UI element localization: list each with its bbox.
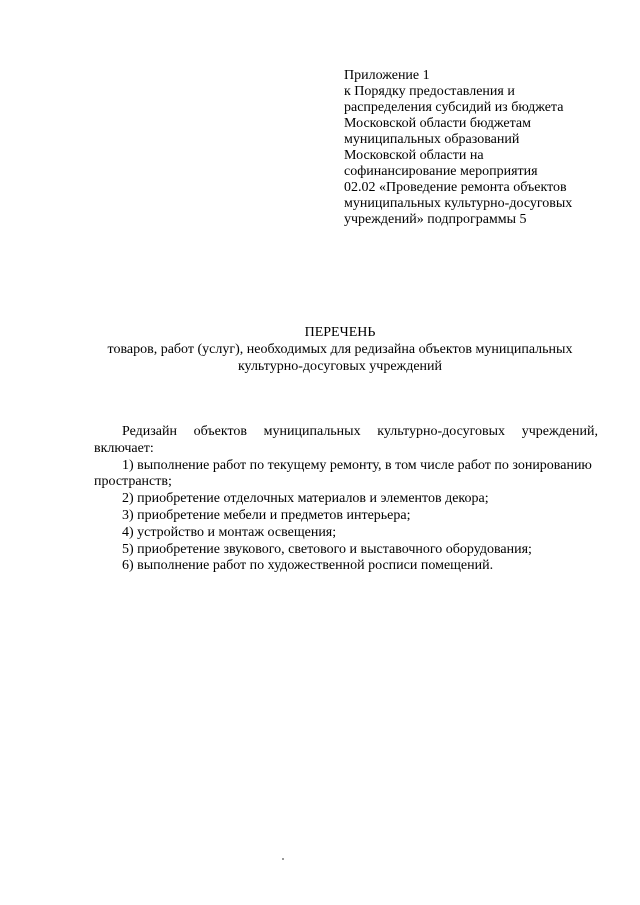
list-item-continuation: пространств; (94, 474, 172, 490)
appendix-block (344, 68, 614, 228)
list-item: 5) приобретение звукового, светового и выставочного оборудования; (122, 541, 532, 557)
list-item: 2) приобретение отделочных материалов и элементов декора; (122, 491, 489, 507)
intro-word: объектов (193, 424, 248, 439)
intro-word: культурно-досуговых (377, 424, 506, 439)
document-subtitle-line: культурно-досуговых учреждений (237, 359, 443, 374)
list-item: 4) устройство и монтаж освещения; (122, 524, 337, 540)
intro-word: Редизайн (122, 424, 177, 439)
appendix-line: софинансирование мероприятия (344, 164, 538, 179)
intro-paragraph (94, 424, 598, 441)
list-item: 3) приобретение мебели и предметов интерьера; (122, 507, 411, 523)
intro-word: учреждений, (521, 424, 598, 439)
document-title-block (60, 324, 620, 375)
document-subtitle-line: товаров, работ (услуг), необходимых для редизайна объектов муниципальных (107, 342, 573, 357)
appendix-line: 02.02 «Проведение ремонта объектов (344, 180, 567, 195)
list-item: 1) выполнение работ по текущему ремонту, в том числе работ по зонированию (122, 457, 592, 473)
appendix-line: Московской области бюджетам (344, 116, 531, 131)
intro-paragraph-end: включает: (94, 440, 154, 456)
document-heading: ПЕРЕЧЕНЬ (304, 325, 376, 340)
document-body (94, 424, 598, 575)
appendix-line: муниципальных культурно-досуговых (344, 196, 573, 211)
appendix-line: к Порядку предоставления и (344, 84, 515, 99)
appendix-line: Приложение 1 (344, 68, 430, 83)
appendix-line: муниципальных образований (344, 132, 520, 147)
appendix-line: распределения субсидий из бюджета (344, 100, 564, 115)
scan-artifact-dot (282, 858, 284, 860)
appendix-line: учреждений» подпрограммы 5 (344, 212, 527, 227)
list-item: 6) выполнение работ по художественной росписи помещений. (122, 558, 494, 574)
intro-word: муниципальных (263, 424, 361, 439)
appendix-line: Московской области на (344, 148, 484, 163)
